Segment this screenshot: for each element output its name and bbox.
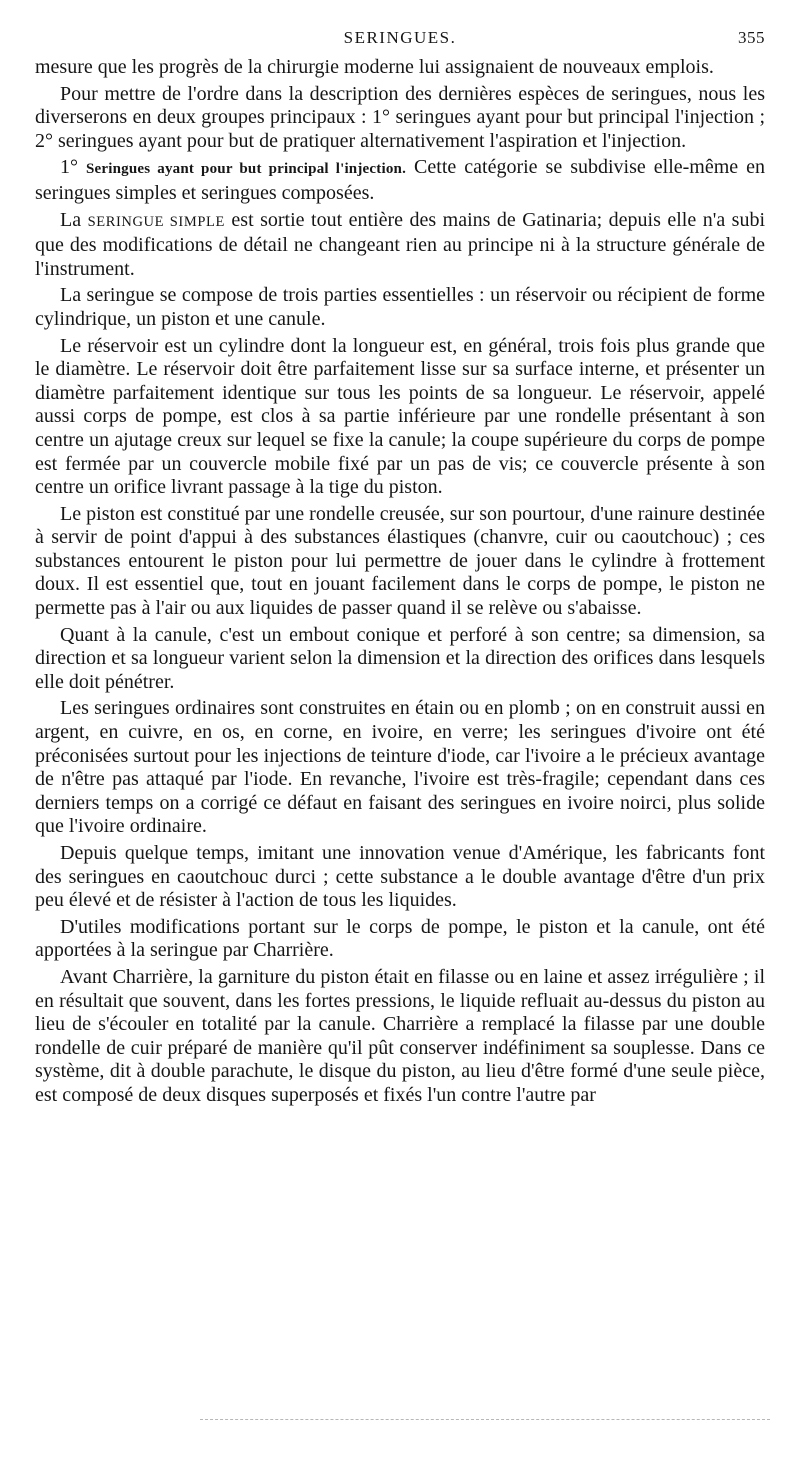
paragraph: Depuis quelque temps, imitant une innovation venue d'Amérique, les fabricants font des seringues en caoutchouc durci ; cette substance a le double avantage d'être d'un prix peu élevé et de résister à l'action de tous les liquides. (35, 842, 765, 912)
simple-syringe-paragraph (35, 209, 765, 282)
paragraph: Avant Charrière, la garniture du piston était en filasse ou en laine et assez irrégulière ; il en résultait que souvent, dans les fortes pressions, le liquide refluait au-dessus du piston au lieu de s'écouler en totalité par la canule. Charrière a remplacé la filasse par une double rondelle de cuir préparé de manière qu'il pût conserver indéfiniment sa souplesse. Dans ce système, dit à double parachute, le disque du piston, au lieu d'être formé d'une seule pièce, est composé de deux disques superposés et fixés l'un contre l'autre par (35, 965, 765, 1106)
term-small-caps: SERINGUE SIMPLE (87, 213, 225, 230)
section-text: Cette catégorie se subdivise elle-même en seringues simples et seringues composées. (35, 156, 766, 204)
body-text (35, 56, 765, 1108)
footer-rule (200, 1419, 770, 1420)
paragraph: Les seringues ordinaires sont construites en étain ou en plomb ; on en construit aussi en argent, en cuivre, en os, en corne, en ivoire, en verre; les seringues d'ivoire ont été préconisées surtout pour les injections de teinture d'iode, car l'ivoire a le précieux avantage de n'être pas attaqué par l'iode. En revanche, l'ivoire est très-fragile; cependant dans ces derniers temps on a corrigé ce défaut en faisant des seringues en ivoire noirci, plus solide que l'ivoire ordinaire. (35, 697, 765, 838)
section-heading-paragraph (35, 156, 765, 205)
paragraph: D'utiles modifications portant sur le corps de pompe, le piston et la canule, ont été apportées à la seringue par Charrière. (35, 915, 765, 962)
paragraph-intro: La (60, 208, 82, 231)
paragraph: mesure que les progrès de la chirurgie moderne lui assignaient de nouveaux emplois. (35, 56, 714, 78)
paragraph: Le réservoir est un cylindre dont la longueur est, en général, trois fois plus grande que le diamètre. Le réservoir doit être parfaitement lisse sur sa surface interne, et présenter un diamètre parfaitement identique sur tous les points de sa longueur. Le réservoir, appelé aussi corps de pompe, est clos à sa partie inférieure par une rondelle présentant à son centre un ajutage creux sur lequel se fixe la canule; la coupe supérieure du corps de pompe est fermée par un couvercle mobile fixé par un pas de vis; ce couvercle présente à son centre un orifice livrant passage à la tige du piston. (35, 334, 765, 499)
paragraph: Le piston est constitué par une rondelle creusée, sur son pourtour, d'une rainure destinée à servir de point d'appui à des substances élastiques (chanvre, cuir ou caoutchouc) ; ces substances entourent le piston pour lui permettre de jouer dans le cylindre à frottement doux. Il est essentiel que, tout en jouant facilement dans le corps de pompe, le piston ne permette pas à l'air ou aux liquides de passer quand il se relève ou s'abaisse. (35, 502, 765, 620)
paragraph: La seringue se compose de trois parties essentielles : un réservoir ou récipient de forme cylindrique, un piston et une canule. (35, 284, 765, 330)
section-heading: Seringues ayant pour but principal l'injection. (86, 161, 407, 178)
page-number: 355 (738, 28, 765, 47)
document-page (35, 28, 765, 1108)
paragraph-text: est sortie tout entière des mains de Gatinaria; depuis elle n'a subi que des modifications de détail ne changeant rien au principe ni à la structure générale de l'instrument. (35, 208, 766, 280)
paragraph: Quant à la canule, c'est un embout conique et perforé à son centre; sa dimension, sa direction et sa longueur varient selon la dimension et la direction des orifices dans lesquels elle doit pénétrer. (35, 623, 765, 693)
page-header (35, 28, 765, 56)
paragraph: Pour mettre de l'ordre dans la description des dernières espèces de seringues, nous les diverserons en deux groupes principaux : 1° seringues ayant pour but principal l'injection ; 2° seringues ayant pour but de pratiquer alternativement l'aspiration et l'injection. (35, 82, 765, 152)
running-title: SERINGUES. (343, 28, 457, 47)
section-number: 1° (60, 156, 78, 179)
